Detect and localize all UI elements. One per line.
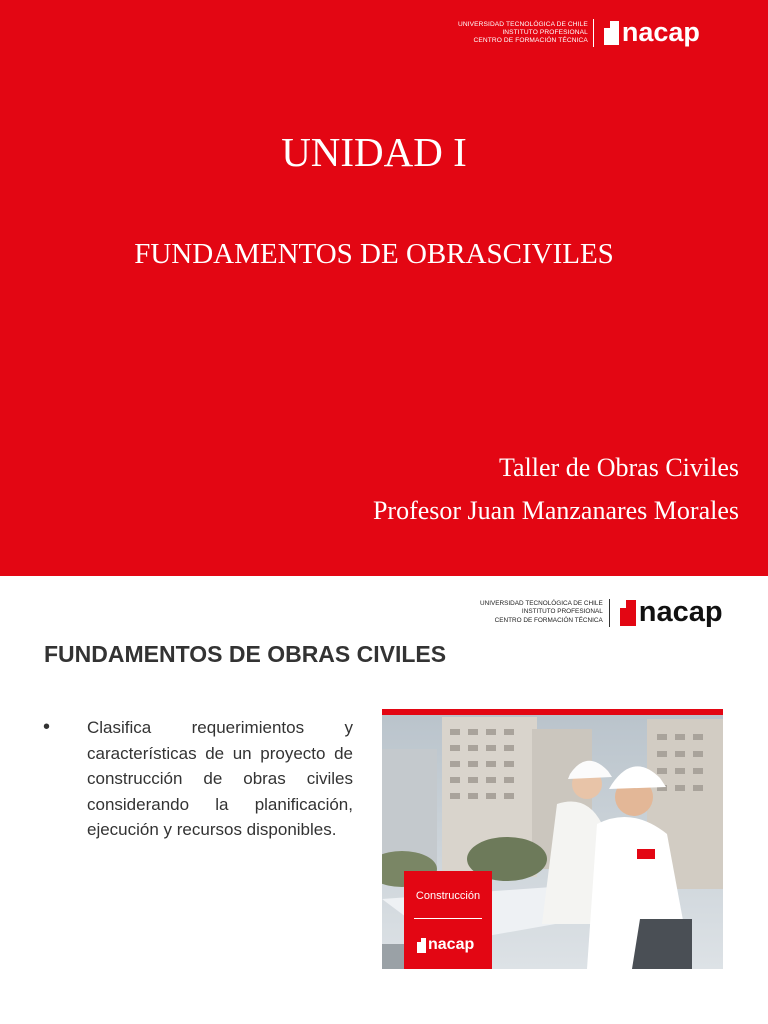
institution-line: UNIVERSIDAD TECNOLÓGICA DE CHILE [480, 599, 603, 607]
construction-photo [382, 709, 723, 969]
slide-subtitle: FUNDAMENTOS DE OBRASCIVILES [134, 238, 614, 270]
category-badge [404, 871, 492, 969]
institution-line: CENTRO DE FORMACIÓN TÉCNICA [494, 616, 603, 624]
logo-divider [593, 19, 594, 47]
institution-line: INSTITUTO PROFESIONAL [521, 608, 603, 616]
brand-text: nacap [638, 596, 723, 628]
brand-mark-icon [604, 21, 619, 45]
course-name: Taller de Obras Civiles [498, 453, 739, 482]
institution-names [480, 600, 603, 626]
badge-brand-logo [417, 936, 474, 954]
institution-line: INSTITUTO PROFESIONAL [502, 28, 588, 36]
professor-name: Profesor Juan Manzanares Morales [372, 496, 739, 525]
logo-divider [609, 599, 610, 627]
content-slide [0, 576, 768, 1024]
institution-names [458, 21, 588, 45]
badge-divider [414, 918, 482, 919]
brand-wordmark [620, 596, 723, 629]
institution-line: CENTRO DE FORMACIÓN TÉCNICA [473, 36, 588, 44]
brand-mark-icon [417, 938, 426, 953]
institution-logo [480, 596, 723, 629]
bullet-text: Clasifica requerimientos y características de un proyecto de construcción de obras civiles considerando la planificación, ejecución y recursos disponibles. [87, 718, 353, 839]
institution-line: UNIVERSIDAD TECNOLÓGICA DE CHILE [458, 20, 588, 28]
bullet-icon: • [43, 716, 51, 738]
brand-mark-icon [620, 600, 636, 626]
institution-logo [458, 17, 700, 48]
slide-title: UNIDAD I [281, 129, 467, 175]
brand-text: nacap [621, 17, 700, 47]
slide-heading: FUNDAMENTOS DE OBRAS CIVILES [44, 641, 447, 667]
brand-wordmark [604, 17, 700, 48]
badge-brand-text: nacap [428, 936, 475, 953]
category-label: Construcción [415, 890, 481, 902]
